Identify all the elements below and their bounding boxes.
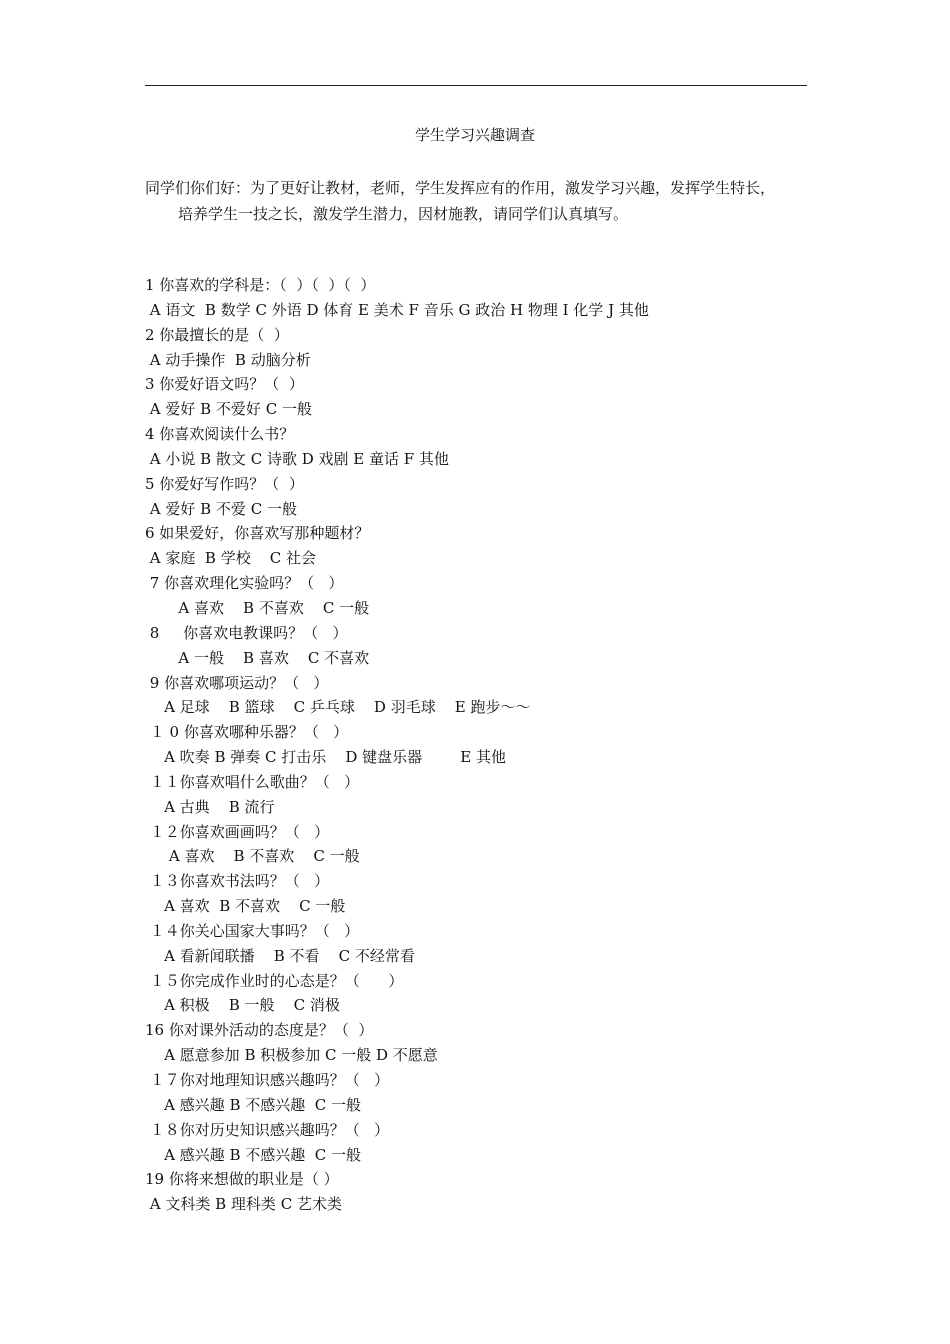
question-text: １８你对历史知识感兴趣吗？（ ） [145,1120,390,1139]
header-rule [145,85,807,86]
question-text: 1 你喜欢的学科是：（ ）（ ）（ ） [145,276,376,294]
answer-options: A 吹奏 B 弹奏 C 打击乐 D 键盘乐器 E 其他 [145,748,506,767]
question-text: 6 如果爱好，你喜欢写那种题材？ [145,524,370,543]
answer-options: A 足球 B 篮球 C 乒乓球 D 羽毛球 E 跑步～～ [145,698,531,717]
answer-options: A 古典 B 流行 [145,797,275,816]
answer-options: A 爱好 B 不爱好 C 一般 [145,400,312,419]
answer-options: A 喜欢 B 不喜欢 C 一般 [145,897,346,916]
answer-options: A 家庭 B 学校 C 社会 [145,549,317,568]
question-text: １１你喜欢唱什么歌曲？（ ） [145,772,360,791]
answer-options: A 积极 B 一般 C 消极 [145,996,340,1015]
question-text: 19 你将来想做的职业是（ ） [145,1170,339,1189]
answer-options: A 爱好 B 不爱 C 一般 [145,499,297,518]
question-text: 5 你爱好写作吗？（ ） [145,474,304,493]
question-text: 16 你对课外活动的态度是？（ ） [145,1021,374,1040]
answer-options: A 喜欢 B 不喜欢 C 一般 [145,598,370,617]
answer-options: A 感兴趣 B 不感兴趣 C 一般 [145,1145,362,1164]
question-text: 8 你喜欢电教课吗？（ ） [145,623,348,642]
question-text: １７你对地理知识感兴趣吗？（ ） [145,1071,390,1089]
intro-line: 同学们你们好：为了更好让教材，老师，学生发挥应有的作用，激发学习兴趣，发挥学生特长， [145,179,776,197]
question-text: １５你完成作业时的心态是？（ ） [145,971,404,990]
question-text: １４你关心国家大事吗？（ ） [145,921,360,940]
question-text: １ 0 你喜欢哪种乐器？（ ） [145,723,349,742]
answer-options: A 一般 B 喜欢 C 不喜欢 [145,648,370,667]
intro-paragraph [145,175,825,227]
question-list [145,273,845,1217]
answer-options: A 语文 B 数学 C 外语 D 体育 E 美术 F 音乐 G 政治 H 物理 I 化学 J 其他 [145,300,649,319]
question-text: 4 你喜欢阅读什么书？ [145,425,295,444]
question-text: 9 你喜欢哪项运动？（ ） [145,673,329,692]
answer-options: A 文科类 B 理科类 C 艺术类 [145,1195,342,1214]
question-text: １２你喜欢画画吗？（ ） [145,822,330,841]
answer-options: A 动手操作 B 动脑分析 [145,350,311,369]
answer-options: A 喜欢 B 不喜欢 C 一般 [145,847,360,866]
question-text: １３你喜欢书法吗？（ ） [145,872,330,891]
question-text: 7 你喜欢理化实验吗？（ ） [145,574,344,593]
answer-options: A 看新闻联播 B 不看 C 不经常看 [145,946,415,965]
answer-options: A 感兴趣 B 不感兴趣 C 一般 [145,1095,362,1114]
question-text: 3 你爱好语文吗？（ ） [145,375,304,394]
question-text: 2 你最擅长的是（ ） [145,325,289,344]
intro-line: 培养学生一技之长，激发学生潜力，因材施教，请同学们认真填写。 [178,205,629,223]
document-title: 学生学习兴趣调查 [414,126,535,144]
answer-options: A 小说 B 散文 C 诗歌 D 戏剧 E 童话 F 其他 [145,449,449,468]
answer-options: A 愿意参加 B 积极参加 C 一般 D 不愿意 [145,1046,438,1065]
